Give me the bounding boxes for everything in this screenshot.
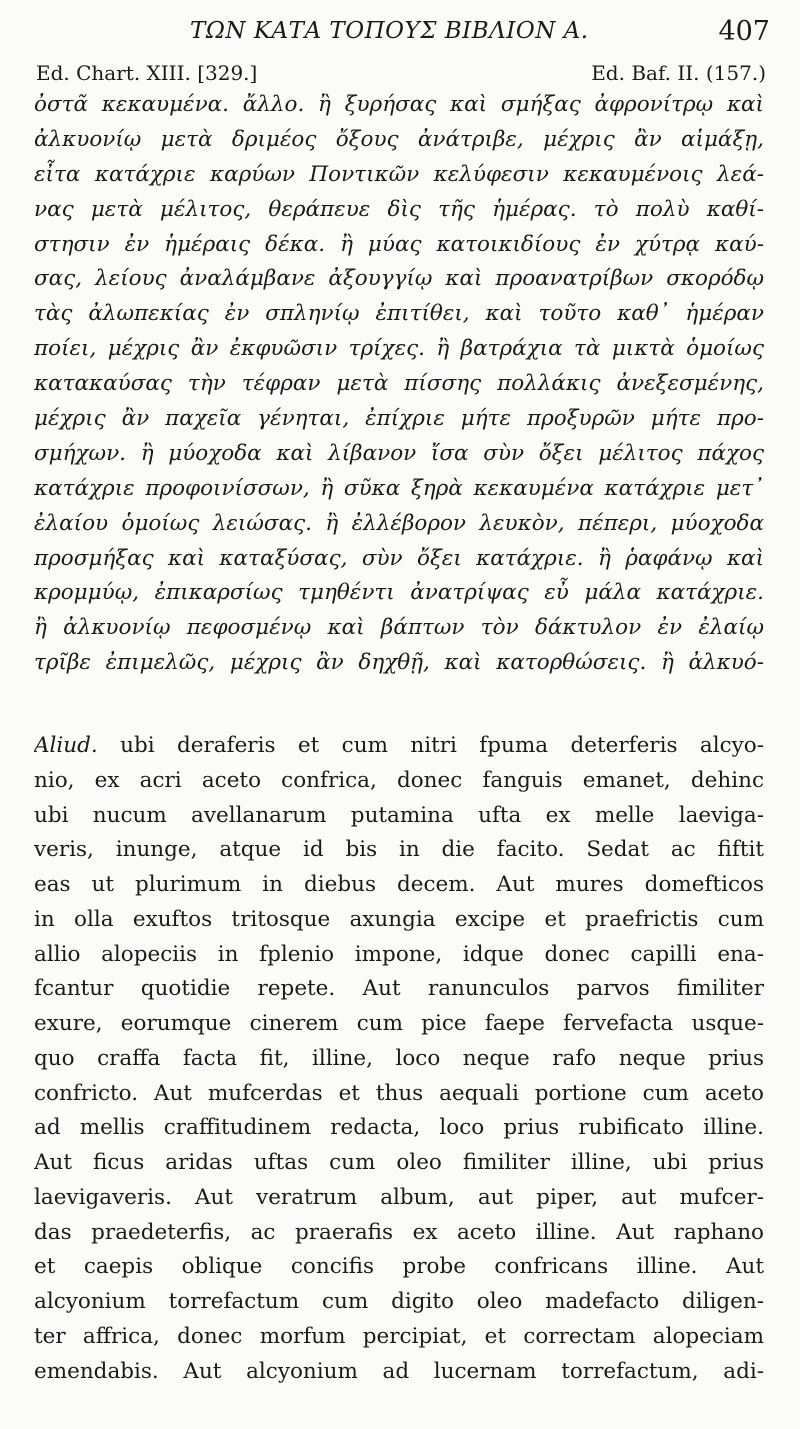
latin-text-line: fcantur quotidie repete. Aut ranunculos parvos fimiliter: [34, 976, 764, 1002]
latin-first-line-text: ubi deraferis et cum nitri fpuma deterferis alcyo-: [97, 733, 764, 758]
latin-text-line: Aut ficus aridas uftas cum oleo fimiliter illine, ubi prius: [34, 1150, 764, 1175]
latin-lead-word: Aliud.: [34, 733, 98, 758]
greek-text-line: τρῖβε ἐπιμελῶς, μέχρις ἂν δηχθῇ, καὶ κατορθώσεις. ἢ ἀλκυό-: [34, 650, 764, 676]
greek-text-line: νας μετὰ μέλιτος, θεράπευε δὶς τῆς ἡμέρας. τὸ πολὺ καθί-: [34, 196, 764, 222]
running-head: [0, 14, 800, 58]
page-number: 407: [718, 16, 770, 47]
latin-text-line: ubi nucum avellanarum putamina ufta ex melle laeviga-: [34, 802, 764, 828]
latin-text-line: ter affrica, donec morfum percipiat, et correctam alopeciam: [34, 1323, 764, 1349]
greek-text-line: στησιν ἐν ἡμέραις δέκα. ἢ μύας κατοικιδίους ἐν χύτρᾳ καύ-: [34, 231, 764, 257]
latin-text-line: emendabis. Aut alcyonium ad lucernam torrefactum, adi-: [34, 1358, 764, 1384]
greek-text-line: κατάχριε προφοινίσσων, ἢ σῦκα ξηρὰ κεκαυμένα κατάχριε μετ᾽: [34, 475, 764, 501]
edition-chart-reference: Ed. Chart. XIII. [329.]: [36, 61, 258, 85]
latin-first-line: [34, 729, 764, 764]
greek-text-line: ἐλαίου ὁμοίως λειώσας. ἢ ἐλλέβορον λευκὸν, πέπερι, μύοχοδα: [34, 510, 764, 536]
latin-text-block: [34, 729, 764, 1389]
greek-text-line: μέχρις ἂν παχεῖα γένηται, ἐπίχριε μήτε προξυρῶν μήτε προ-: [34, 406, 764, 432]
greek-text-line: ἢ ἀλκυονίῳ πεφοσμένῳ καὶ βάπτων τὸν δάκτυλον ἐν ἐλαίῳ: [34, 615, 764, 641]
greek-text-line: εἶτα κατάχριε καρύων Ποντικῶν κελύφεσιν κεκαυμένοις λεά-: [34, 161, 764, 187]
latin-text-line: veris, inunge, atque id bis in die facito. Sedat ac fiftit: [34, 837, 764, 863]
greek-text-line: ὀστᾶ κεκαυμένα. ἄλλο. ἢ ξυρήσας καὶ σμήξας ἀφρονίτρῳ καὶ: [34, 92, 764, 117]
latin-text-line: laevigaveris. Aut veratrum album, aut piper, aut mufcer-: [34, 1184, 764, 1210]
latin-text-line: eas ut plurimum in diebus decem. Aut mures domefticos: [34, 872, 764, 897]
greek-text-line: προσμήξας καὶ καταξύσας, σὺν ὄξει κατάχριε. ἢ ῥαφάνῳ καὶ: [34, 545, 764, 571]
greek-text-line: σας, λείους ἀναλάμβανε ἀξουγγίῳ καὶ προανατρίβων σκορόδῳ: [34, 266, 764, 292]
latin-text-line: ad mellis craffitudinem redacta, loco prius rubificato illine.: [34, 1115, 764, 1141]
latin-text-line: das praedeterfis, ac praerafis ex aceto illine. Aut raphano: [34, 1219, 764, 1245]
greek-text-line: τὰς ἀλωπεκίας ἐν σπληνίῳ ἐπιτίθει, καὶ τοῦτο καθ᾽ ἡμέραν: [34, 301, 764, 327]
latin-text-line: confricto. Aut mufcerdas et thus aequali portione cum aceto: [34, 1080, 764, 1106]
edition-basel-reference: Ed. Baf. II. (157.): [591, 61, 766, 85]
latin-text-line: in olla exuftos tritosque axungia excipe et praefrictis cum: [34, 906, 764, 932]
edition-reference-line: [36, 61, 766, 89]
greek-text-line: ποίει, μέχρις ἂν ἐκφυῶσιν τρίχες. ἢ βατράχια τὰ μικτὰ ὁμοίως: [34, 336, 764, 362]
running-title: ΤΩΝ ΚΑΤΑ ΤΟΠΟΥΣ ΒΙΒΛΙΟΝ Α.: [190, 18, 589, 44]
greek-text-line: ἀλκυονίῳ μετὰ δριμέος ὄξους ἀνάτριβε, μέχρις ἂν αἱμάξῃ,: [34, 126, 764, 152]
latin-text-line: alcyonium torrefactum cum digito oleo madefacto diligen-: [34, 1289, 764, 1314]
greek-text-line: κρομμύῳ, ἐπικαρσίως τμηθέντι ἀνατρίψας εὖ μάλα κατάχριε.: [34, 580, 764, 606]
latin-text-line: et caepis oblique concifis probe confricans illine. Aut: [34, 1254, 764, 1280]
greek-text-line: κατακαύσας τὴν τέφραν μετὰ πίσσης πολλάκις ἀνεξεσμένης,: [34, 371, 764, 397]
latin-text-line: nio, ex acri aceto confrica, donec fanguis emanet, dehinc: [34, 767, 764, 793]
greek-text-block: [34, 88, 764, 681]
latin-text-line: allio alopeciis in fplenio impone, idque donec capilli ena-: [34, 941, 764, 967]
latin-text-line: exure, eorumque cinerem cum pice faepe fervefacta usque-: [34, 1011, 764, 1036]
latin-text-line: quo craffa facta fit, illine, loco neque rafo neque prius: [34, 1045, 764, 1071]
greek-text-line: σμήχων. ἢ μύοχοδα καὶ λίβανον ἴσα σὺν ὄξει μέλιτος πάχος: [34, 440, 764, 466]
